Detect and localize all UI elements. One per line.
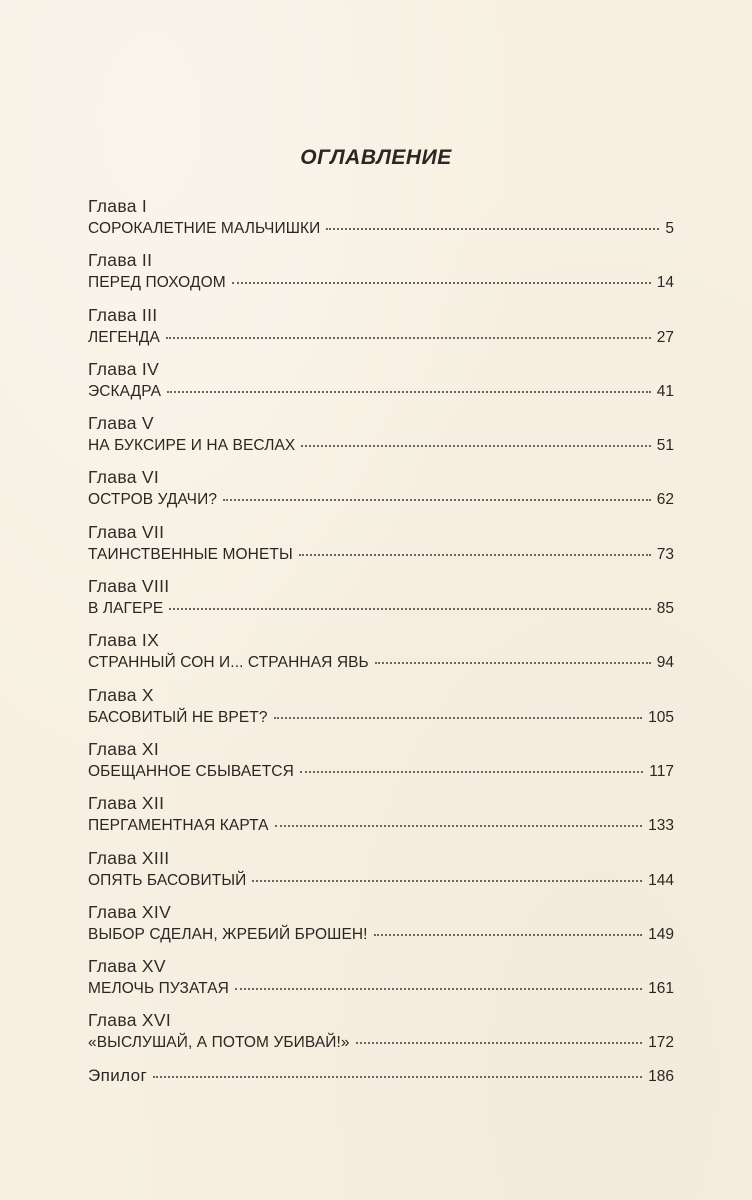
toc-entry bbox=[88, 848, 674, 902]
chapter-label: Глава IX bbox=[88, 630, 160, 651]
chapter-title-line bbox=[88, 600, 674, 618]
toc-entry bbox=[88, 902, 674, 956]
dot-leader bbox=[275, 825, 643, 827]
toc-epilogue bbox=[88, 1066, 674, 1086]
page-number: 144 bbox=[648, 871, 674, 889]
chapter-title: ПЕРГАМЕНТНАЯ КАРТА bbox=[88, 817, 269, 835]
dot-leader bbox=[153, 1076, 642, 1078]
chapter-title-line bbox=[88, 654, 674, 672]
toc-entry bbox=[88, 739, 674, 793]
page-number: 62 bbox=[656, 491, 674, 509]
chapter-title-line bbox=[88, 980, 674, 998]
chapter-title-line bbox=[88, 926, 674, 944]
page-number: 51 bbox=[656, 437, 674, 455]
dot-leader bbox=[232, 282, 651, 284]
chapter-title: НА БУКСИРЕ И НА ВЕСЛАХ bbox=[88, 437, 296, 455]
page-number: 149 bbox=[648, 925, 674, 943]
toc-entry bbox=[88, 630, 674, 684]
toc-entry bbox=[88, 576, 674, 630]
toc-entry bbox=[88, 1010, 674, 1064]
chapter-title: ОБЕЩАННОЕ СБЫВАЕТСЯ bbox=[88, 762, 294, 780]
page-number: 186 bbox=[648, 1068, 674, 1085]
dot-leader bbox=[299, 554, 651, 556]
toc-list bbox=[88, 196, 674, 1065]
page-number: 117 bbox=[649, 762, 674, 780]
page-number: 73 bbox=[656, 545, 674, 563]
page-number: 41 bbox=[656, 382, 674, 400]
chapter-title-line bbox=[88, 383, 674, 401]
page-number: 172 bbox=[648, 1034, 674, 1052]
dot-leader bbox=[301, 445, 650, 447]
chapter-label: Глава XII bbox=[88, 793, 165, 814]
chapter-label: Глава II bbox=[88, 250, 153, 271]
toc-heading: ОГЛАВЛЕНИЕ bbox=[300, 146, 452, 169]
epilogue-title: Эпилог bbox=[88, 1066, 148, 1085]
dot-leader bbox=[166, 337, 651, 339]
chapter-label: Глава III bbox=[88, 304, 158, 325]
page-number: 161 bbox=[648, 980, 674, 998]
chapter-label: Глава IV bbox=[88, 358, 160, 379]
chapter-title: ОПЯТЬ БАСОВИТЫЙ bbox=[88, 871, 247, 889]
chapter-label: Глава XIV bbox=[88, 901, 172, 922]
toc-entry bbox=[88, 793, 674, 847]
chapter-title-line bbox=[88, 763, 674, 781]
chapter-title-line bbox=[88, 491, 674, 509]
chapter-title-line bbox=[88, 220, 674, 238]
dot-leader bbox=[252, 880, 642, 882]
chapter-title-line bbox=[88, 437, 674, 455]
dot-leader bbox=[235, 988, 642, 990]
chapter-label: Глава VIII bbox=[88, 576, 170, 597]
chapter-title-line bbox=[88, 817, 674, 835]
chapter-label: Глава VII bbox=[88, 521, 165, 542]
page-number: 27 bbox=[656, 328, 674, 346]
dot-leader bbox=[300, 771, 643, 773]
chapter-label: Глава VI bbox=[88, 467, 160, 488]
toc-entry bbox=[88, 413, 674, 467]
chapter-label: Глава XV bbox=[88, 956, 166, 977]
chapter-label: Глава V bbox=[88, 413, 154, 434]
chapter-title-line bbox=[88, 872, 674, 890]
chapter-title: ОСТРОВ УДАЧИ? bbox=[88, 491, 218, 509]
toc-entry bbox=[88, 196, 674, 250]
toc-entry bbox=[88, 359, 674, 413]
dot-leader bbox=[375, 662, 651, 664]
chapter-title: «ВЫСЛУШАЙ, А ПОТОМ УБИВАЙ!» bbox=[88, 1034, 350, 1052]
chapter-title: СТРАННЫЙ СОН И... СТРАННАЯ ЯВЬ bbox=[88, 654, 369, 672]
toc-entry bbox=[88, 305, 674, 359]
chapter-title: ЛЕГЕНДА bbox=[88, 328, 160, 346]
dot-leader bbox=[326, 228, 659, 230]
toc-entry bbox=[88, 956, 674, 1010]
page-number: 14 bbox=[656, 274, 674, 292]
chapter-title: В ЛАГЕРЕ bbox=[88, 600, 164, 618]
dot-leader bbox=[223, 499, 651, 501]
chapter-title: ЭСКАДРА bbox=[88, 382, 162, 400]
chapter-label: Глава XI bbox=[88, 738, 160, 759]
toc-entry bbox=[88, 250, 674, 304]
toc-entry bbox=[88, 522, 674, 576]
dot-leader bbox=[356, 1042, 642, 1044]
toc-entry bbox=[88, 685, 674, 739]
page-number: 94 bbox=[656, 654, 674, 672]
page-number: 133 bbox=[648, 817, 674, 835]
chapter-label: Глава XIII bbox=[88, 847, 170, 868]
chapter-title: СОРОКАЛЕТНИЕ МАЛЬЧИШКИ bbox=[88, 220, 321, 237]
chapter-title: МЕЛОЧЬ ПУЗАТАЯ bbox=[88, 980, 229, 998]
page-number: 85 bbox=[656, 600, 674, 618]
chapter-title: БАСОВИТЫЙ НЕ ВРЕТ? bbox=[88, 708, 268, 726]
chapter-title-line bbox=[88, 546, 674, 564]
chapter-label: Глава XVI bbox=[88, 1010, 172, 1031]
chapter-title: ТАИНСТВЕННЫЕ МОНЕТЫ bbox=[88, 545, 293, 563]
chapter-label: Глава X bbox=[88, 684, 154, 705]
dot-leader bbox=[374, 934, 643, 936]
toc-entry bbox=[88, 467, 674, 521]
chapter-label: Глава I bbox=[88, 196, 148, 216]
chapter-title-line bbox=[88, 329, 674, 347]
chapter-title-line bbox=[88, 274, 674, 292]
page-number: 105 bbox=[648, 708, 674, 726]
dot-leader bbox=[169, 608, 650, 610]
chapter-title: ПЕРЕД ПОХОДОМ bbox=[88, 274, 226, 292]
dot-leader bbox=[274, 717, 643, 719]
chapter-title: ВЫБОР СДЕЛАН, ЖРЕБИЙ БРОШЕН! bbox=[88, 925, 368, 943]
page-number: 5 bbox=[665, 220, 674, 237]
chapter-title-line bbox=[88, 1034, 674, 1052]
dot-leader bbox=[167, 391, 651, 393]
chapter-title-line bbox=[88, 709, 674, 727]
